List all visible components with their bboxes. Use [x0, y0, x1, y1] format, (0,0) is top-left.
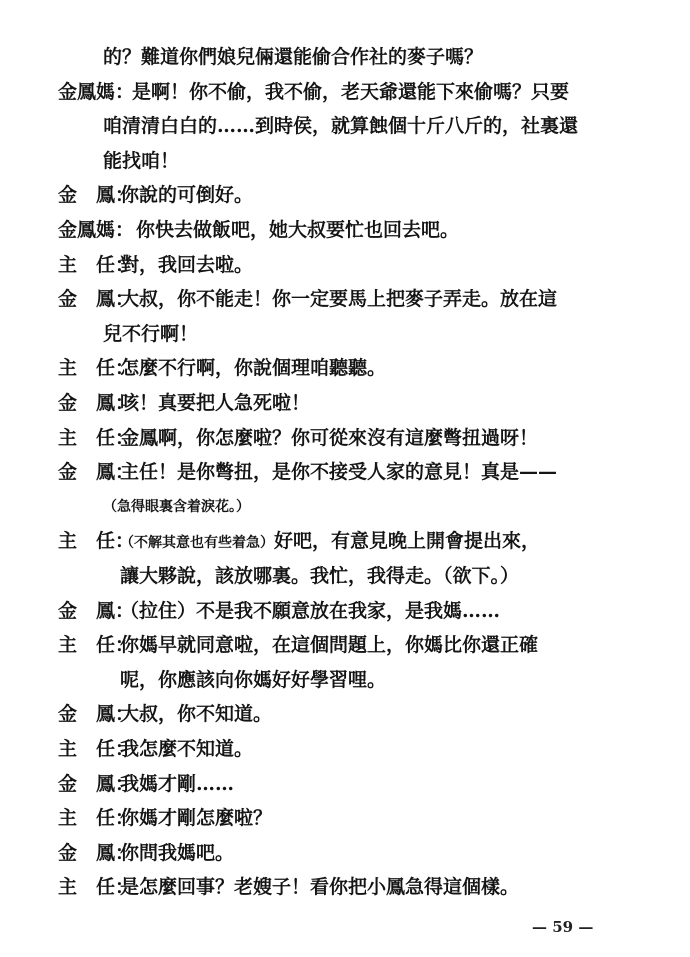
speech-text: 咳！真要把人急死啦！: [120, 392, 311, 414]
dialogue-line: [0, 524, 690, 558]
speech-text: 你快去做飯吧，她大叔要忙也回去吧。: [136, 219, 460, 241]
dialogue-line: [0, 628, 690, 662]
speaker-label: 主 任：: [58, 807, 135, 830]
dialogue-line: [0, 870, 690, 904]
speech-text: 是啊！你不偷，我不偷，老天爺還能下來偷嗎？只要: [132, 80, 570, 103]
dialogue-line: [0, 248, 690, 282]
speaker-label: 主 任：: [58, 426, 135, 449]
dialogue-line: [0, 594, 690, 628]
speech-text: 是怎麼回事？老嫂子！看你把小鳳急得這個樣。: [120, 876, 520, 899]
stage-direction: （急得眼裏含着淚花。）: [103, 498, 250, 515]
speech-text: 對，我回去啦。: [120, 253, 254, 276]
speaker-label: 金 鳳：: [58, 461, 135, 484]
continuation-text: 能找咱！: [103, 149, 180, 172]
dialogue-line: [0, 663, 690, 697]
speech-text: 怎麼不行啊，你說個理咱聽聽。: [120, 357, 387, 380]
continuation-text: 讓大夥說，該放哪裏。我忙，我得走。（欲下。）: [120, 565, 520, 587]
speech-text: 你媽早就同意啦，在這個問題上，你媽比你還正確: [120, 634, 539, 657]
dialogue-line: [0, 455, 690, 489]
speech-text: 你說的可倒好。: [120, 184, 254, 207]
dialogue-line: [0, 732, 690, 766]
dialogue-line: [0, 490, 690, 524]
speaker-label: 主 任：: [58, 634, 135, 657]
dialogue-line: [0, 801, 690, 835]
dialogue-line: [0, 836, 690, 870]
speech-text: 你問我媽吧。: [120, 841, 235, 864]
dialogue-line: [0, 282, 690, 316]
stage-direction: （不解其意也有些着急）: [120, 535, 274, 552]
speaker-label: 金 鳳：: [58, 184, 135, 207]
continuation-text: 的？難道你們娘兒倆還能偷合作社的麥子嗎？: [103, 46, 484, 68]
speaker-label: 金 鳳：: [58, 599, 135, 622]
dialogue-line: [0, 351, 690, 385]
dialogue-line: [0, 144, 690, 178]
speaker-label: 金 鳳：: [58, 392, 135, 414]
speech-text: 我怎麼不知道。: [120, 738, 254, 760]
speech-text: 金鳳啊，你怎麼啦？你可從來沒有這麼彆扭過呀！: [120, 426, 539, 449]
speech-text: 你媽才剛怎麼啦？: [120, 807, 273, 830]
speaker-label: 金 鳳：: [58, 841, 135, 864]
speaker-label: 主 任：: [58, 876, 135, 899]
speech-text: 大叔，你不知道。: [120, 703, 273, 726]
speaker-label: 金鳳媽：: [58, 80, 135, 103]
speech-text: 大叔，你不能走！你一定要馬上把麥子弄走。放在這: [120, 288, 558, 311]
speaker-label: 主 任：: [58, 530, 135, 553]
dialogue-line: [0, 213, 690, 247]
speaker-label: 金 鳳：: [58, 703, 135, 726]
page-number: — 59 —: [532, 918, 594, 936]
dialogue-line: [0, 559, 690, 593]
speaker-label: 金鳳媽：: [58, 219, 135, 241]
speech-text: （拉住）不是我不願意放在我家，是我媽……: [120, 599, 501, 622]
speaker-label: 主 任：: [58, 357, 135, 380]
dialogue-line: [0, 697, 690, 731]
speech-text: 我媽才剛……: [120, 772, 235, 795]
dialogue-line: [0, 767, 690, 801]
dialogue-line: [0, 317, 690, 351]
dialogue-line: [0, 386, 690, 420]
speech-text: 好吧，有意見晚上開會提出來，: [274, 530, 541, 553]
continuation-text: 兒不行啊！: [103, 322, 199, 345]
dialogue-line: [0, 75, 690, 109]
dialogue-line: [0, 109, 690, 143]
speaker-label: 金 鳳：: [58, 772, 135, 795]
speech-text: 主任！是你彆扭，是你不接受人家的意見！真是——: [120, 461, 558, 484]
continuation-text: 呢，你應該向你媽好好學習哩。: [120, 668, 387, 691]
speech-line-with-direction: [120, 524, 540, 560]
speaker-label: 金 鳳：: [58, 288, 135, 311]
dialogue-line: [0, 421, 690, 455]
speaker-label: 主 任：: [58, 253, 135, 276]
speaker-label: 主 任：: [58, 738, 135, 760]
dialogue-line: [0, 178, 690, 212]
continuation-text: 咱清清白白的……到時侯，就算蝕個十斤八斤的，社裏還: [103, 115, 579, 138]
dialogue-line: [0, 40, 690, 74]
